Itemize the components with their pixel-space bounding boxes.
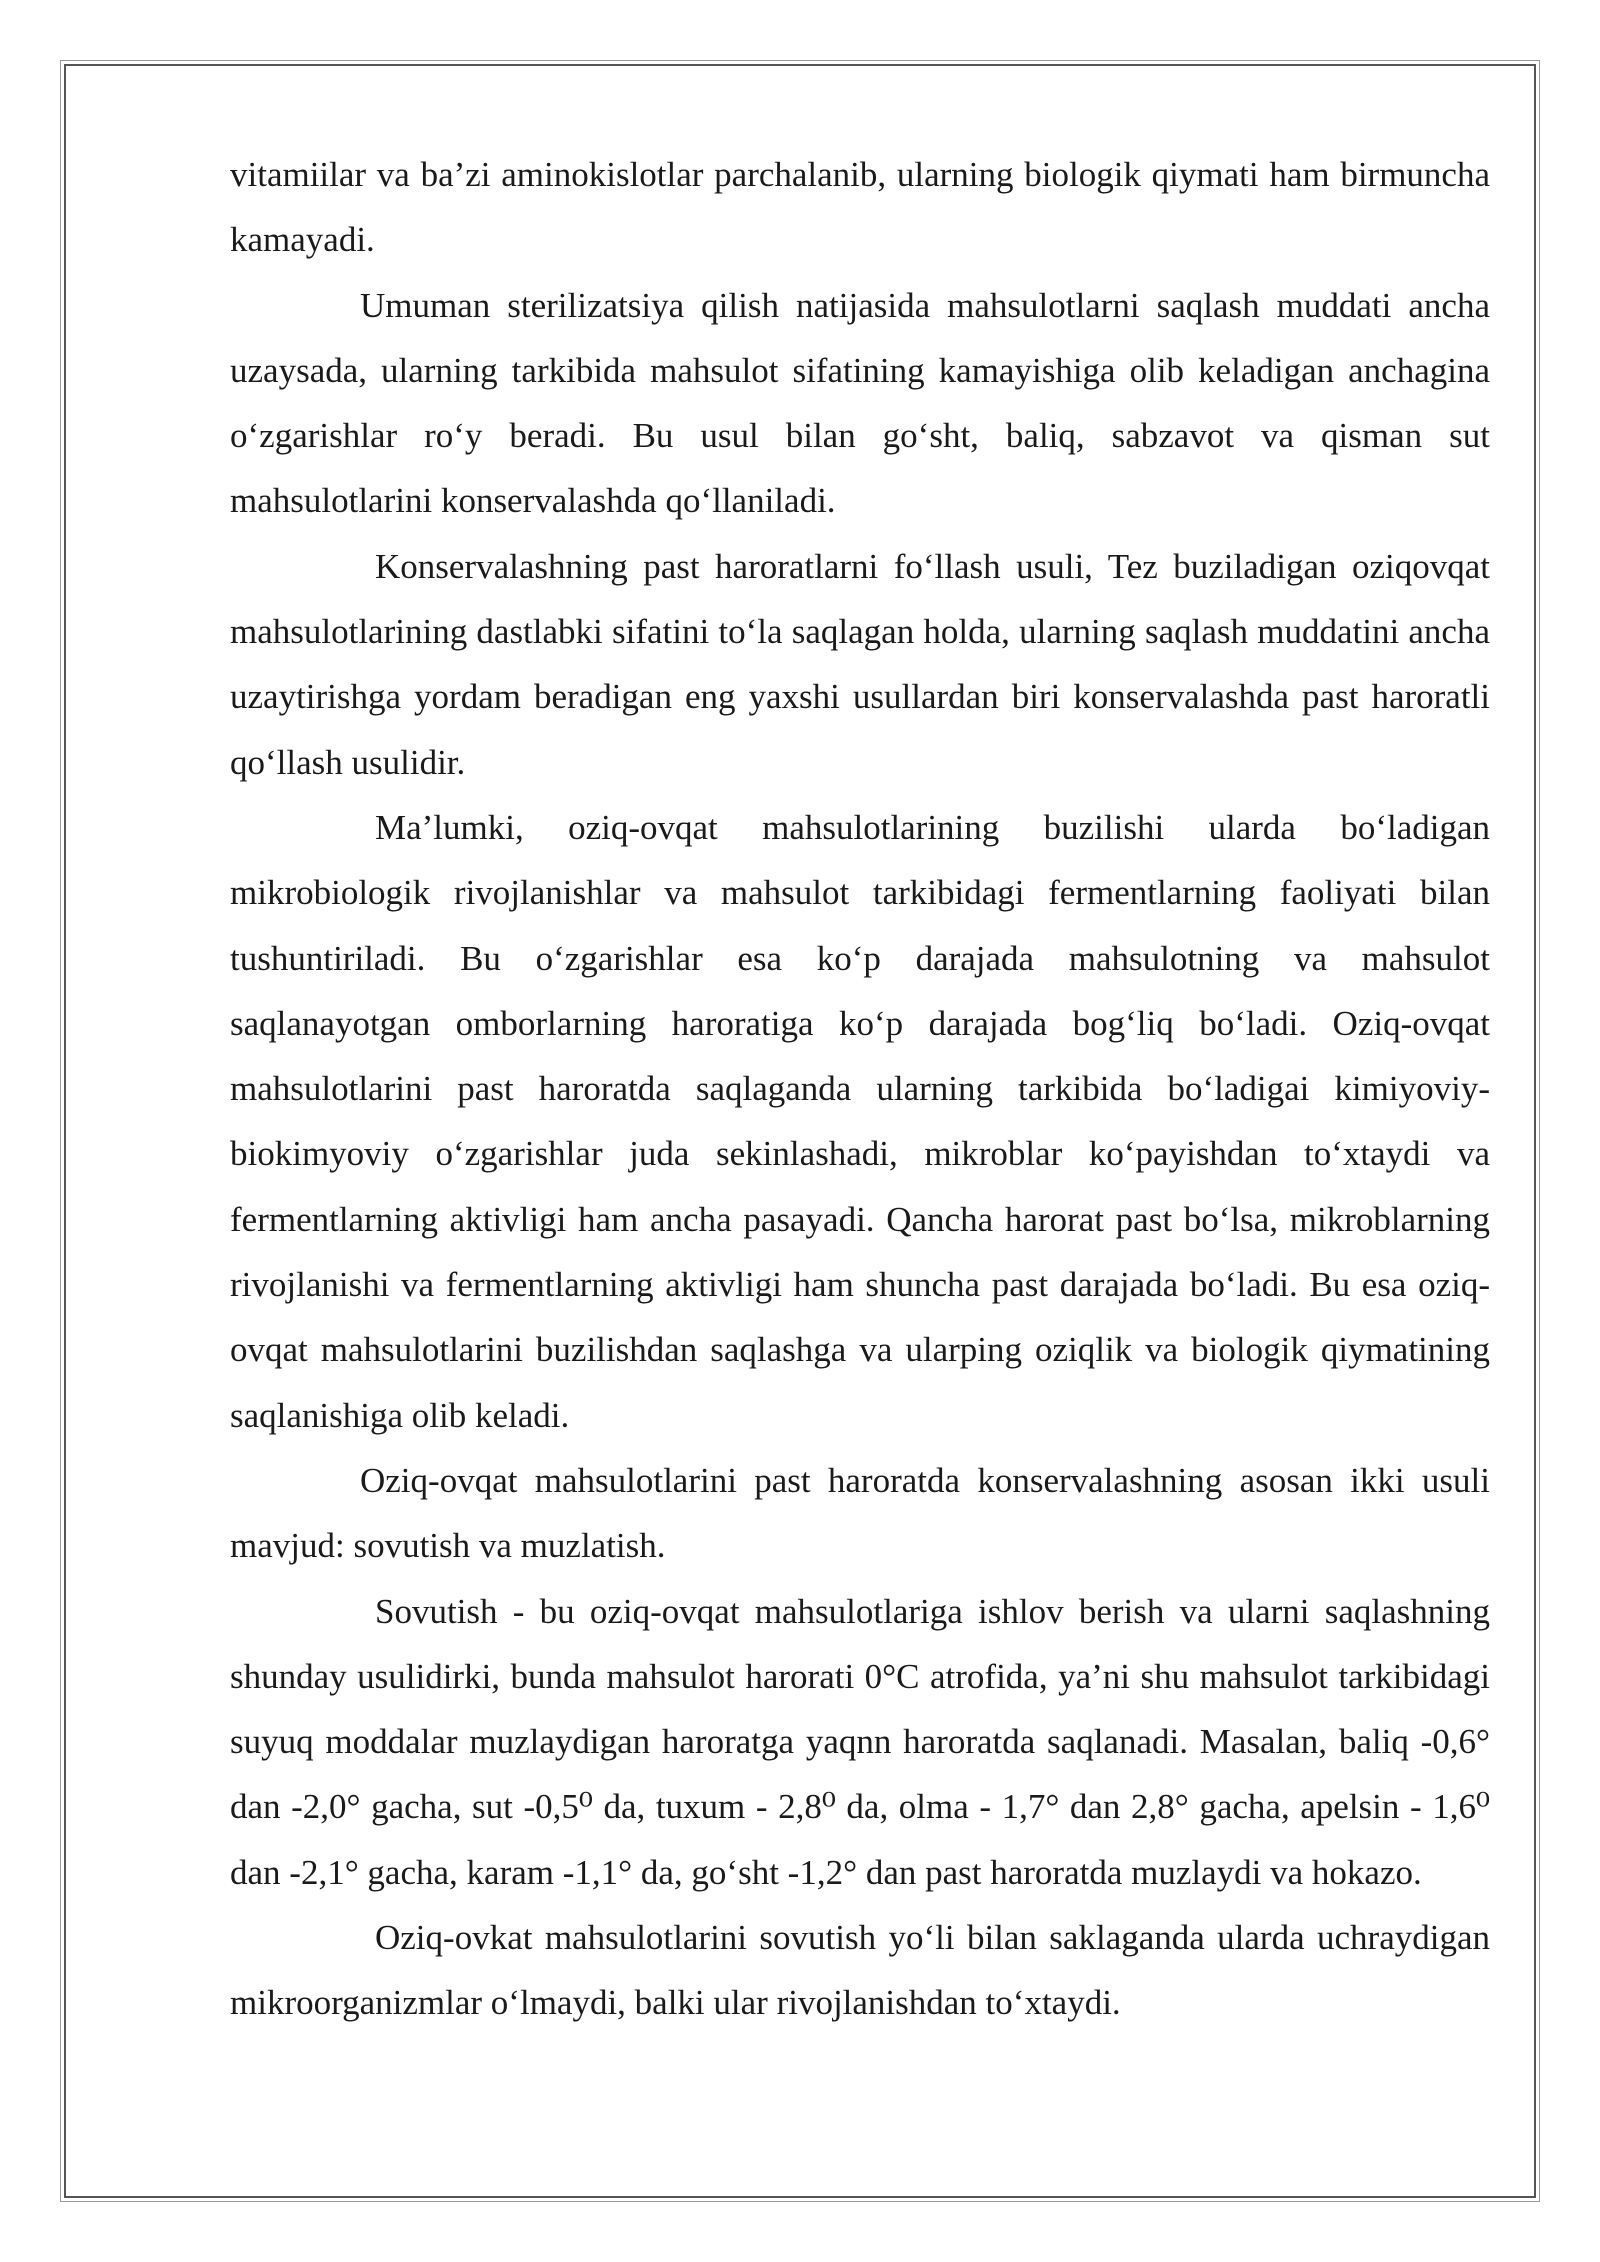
- paragraph-continuation: vitamiilar va ba’zi aminokislotlar parchalanib, ularning biologik qiymati ham birmuncha kamayadi.: [230, 155, 1490, 260]
- paragraph-microorganisms: Oziq-ovkat mahsulotlarini sovutish yo‘li bilan saklaganda ularda uchraydigan mikroorganizmlar o‘lmaydi, balki ular rivojlanishdan to‘xtaydi.: [230, 1918, 1490, 2023]
- paragraph-sterilization: Umuman sterilizatsiya qilish natijasida mahsulotlarni saqlash muddati ancha uzaysada, ularning tarkibida mahsulot sifatining kamayishiga olib keladigan anchagina o‘zgarishlar ro‘y beradi. Bu usul bilan go‘sht, baliq, sabzavot va qisman sut mahsulotlarini konservalashda qo‘llaniladi.: [230, 285, 1490, 521]
- paragraph-cooling: Sovutish - bu oziq-ovqat mahsulotlariga ishlov berish va ularni saqlashning shunday usulidirki, bunda mahsulot harorati 0°C atrofida, ya’ni shu mahsulot tarkibidagi suyuq moddalar muzlaydigan haroratga yaqnn haroratda saqlanadi. Masalan, baliq -0,6° dan -2,0° gacha, sut -0,5⁰ da, tuxum - 2,8⁰ da, olma - 1,7° dan 2,8° gacha, apelsin - 1,6⁰ dan -2,1° gacha, karam -1,1° da, go‘sht -1,2° dan past haroratda muzlaydi va hokazo.: [230, 1591, 1490, 1892]
- paragraph-spoilage: Ma’lumki, oziq-ovqat mahsulotlarining buzilishi ularda bo‘ladigan mikrobiologik rivojlanishlar va mahsulot tarkibidagi fermentlarning faoliyati bilan tushuntiriladi. Bu o‘zgarishlar esa ko‘p darajada mahsulotning va mahsulot saqlanayotgan omborlarning haroratiga ko‘p darajada bog‘liq bo‘ladi. Oziq-ovqat mahsulotlarini past haroratda saqlaganda ularning tarkibida bo‘ladigai kimiyoviy-biokimyoviy o‘zgarishlar juda sekinlashadi, mikroblar ko‘payishdan to‘xtaydi va fermentlarning aktivligi ham ancha pasayadi. Qancha harorat past bo‘lsa, mikroblarning rivojlanishi va fermentlarning aktivligi ham shuncha past darajada bo‘ladi. Bu esa oziq-ovqat mahsulotlarini buzilishdan saqlashga va ularping oziqlik va biologik qiymatining saqlanishiga olib keladi.: [230, 807, 1490, 1435]
- paragraph-two-methods: Oziq-ovqat mahsulotlarini past haroratda konservalashning asosan ikki usuli mavjud: sovutish va muzlatish.: [230, 1460, 1490, 1566]
- paragraph-low-temperature-method: Konservalashning past haroratlarni fo‘llash usuli, Tez buziladigan oziqovqat mahsulotlarining dastlabki sifatini to‘la saqlagan holda, ularning saqlash muddatini ancha uzaytirishga yordam beradigan eng yaxshi usullardan biri konservalashda past haroratli qo‘llash usulidir.: [230, 546, 1490, 782]
- document-body: [230, 142, 1490, 2036]
